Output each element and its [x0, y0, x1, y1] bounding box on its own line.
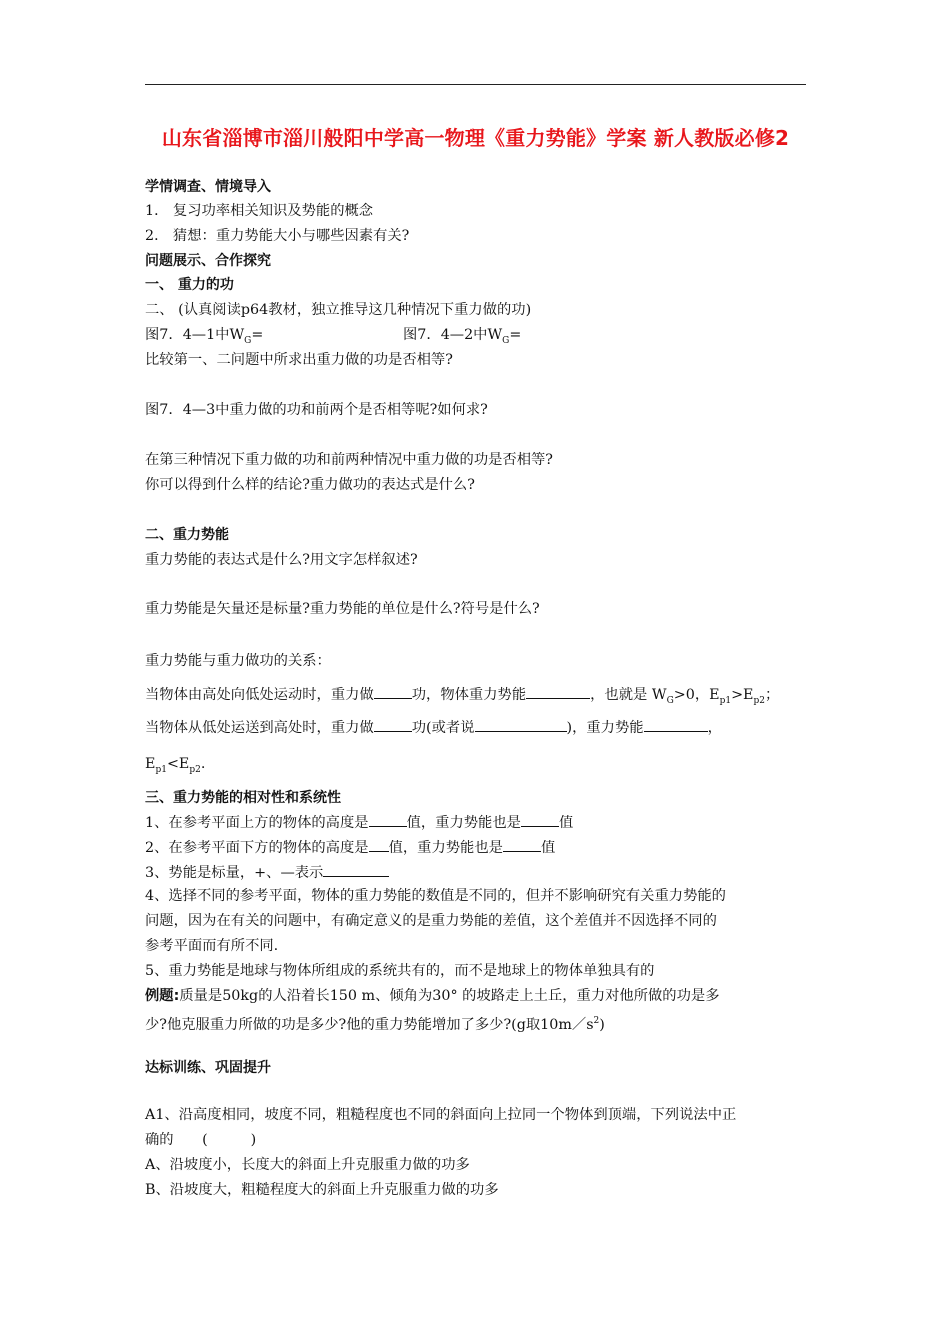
answer-blank[interactable]: [644, 717, 708, 732]
section-heading-relativity: 三、重力势能的相对性和系统性: [145, 790, 341, 806]
answer-blank[interactable]: [475, 717, 567, 732]
list-item: 2、在参考平面下方的物体的高度是 值，重力势能也是 值: [145, 837, 555, 858]
answer-blank[interactable]: [503, 837, 541, 852]
question-a1-line-1: A1、沿高度相同，坡度不同，粗糙程度也不同的斜面向上拉同一个物体到顶端，下列说法中正: [145, 1107, 737, 1123]
example-line-2: 少?他克服重力所做的功是多少?他的重力势能增加了多少?(g取$10m/s^2$): [145, 1016, 605, 1033]
figure-prompt-2: 图7．4—2中$W_G=$: [403, 327, 522, 346]
fill-line-upward: 当物体从低处运送到高处时，重力做 功(或者说 )，重力势能 ，: [145, 717, 722, 738]
answer-blank[interactable]: [521, 812, 559, 827]
answer-blank[interactable]: [526, 684, 590, 699]
question: 比较第一、二问题中所求出重力做的功是否相等?: [145, 352, 453, 368]
header-rule: [145, 84, 806, 85]
section-heading-explore: 问题展示、合作探究: [145, 253, 271, 269]
section-heading-practice: 达标训练、巩固提升: [145, 1060, 271, 1076]
list-item: 2． 猜想：重力势能大小与哪些因素有关?: [145, 228, 410, 244]
example-label: 例题:: [145, 988, 180, 1004]
list-item: 5、重力势能是地球与物体所组成的系统共有的，而不是地球上的物体单独具有的: [145, 963, 655, 979]
list-item: 3、势能是标量，+、—表示: [145, 862, 389, 883]
answer-blank[interactable]: [369, 812, 407, 827]
page-title: 山东省淄博市淄川般阳中学高一物理《重力势能》学案 新人教版必修2: [161, 126, 790, 150]
section-heading-potential-energy: 二、重力势能: [145, 527, 229, 543]
answer-blank[interactable]: [323, 862, 389, 877]
paragraph-line: 4、选择不同的参考平面，物体的重力势能的数值是不同的，但并不影响研究有关重力势能的: [145, 888, 726, 904]
example-line-1: 例题:质量是50kg的人沿着长150 m、倾角为30° 的坡路走上土丘，重力对他所做的功是多: [145, 988, 720, 1004]
option-b: B、沿坡度大，粗糙程度大的斜面上升克服重力做的功多: [145, 1182, 499, 1198]
list-item: 1、在参考平面上方的物体的高度是 值，重力势能也是 值: [145, 812, 573, 833]
fill-line-downward: 当物体由高处向低处运动时，重力做 功，物体重力势能 ，也就是 $W_G>0$，$E_{p1}>E_{p2}$；: [145, 684, 779, 711]
question: 在第三种情况下重力做的功和前两种情况中重力做的功是否相等?: [145, 452, 553, 468]
question: 重力势能的表达式是什么?用文字怎样叙述?: [145, 552, 418, 568]
paragraph-line: 参考平面而有所不同.: [145, 938, 279, 954]
option-a: A、沿坡度小，长度大的斜面上升克服重力做的功多: [145, 1157, 470, 1173]
question: 重力势能是矢量还是标量?重力势能的单位是什么?符号是什么?: [145, 601, 540, 617]
answer-blank[interactable]: [369, 837, 389, 852]
question-a1-line-2: 确的 ( ): [145, 1132, 257, 1148]
answer-blank[interactable]: [374, 684, 412, 699]
question: 图7．4—3中重力做的功和前两个是否相等呢?如何求?: [145, 402, 488, 418]
figure-prompt-1: 图7．4—1中$W_G=$: [145, 327, 264, 346]
paragraph-line: 问题，因为在有关的问题中，有确定意义的是重力势能的差值，这个差值并不因选择不同的: [145, 913, 717, 929]
subheading-gravity-work: 一、 重力的功: [145, 277, 234, 293]
relation-intro: 重力势能与重力做功的关系：: [145, 653, 331, 669]
answer-blank[interactable]: [374, 717, 412, 732]
fill-line-tail: $E_{p1}<E_{p2}$.: [145, 756, 206, 775]
section-heading-intro: 学情调查、情境导入: [145, 179, 271, 195]
list-item: 1． 复习功率相关知识及势能的概念: [145, 203, 374, 219]
question: 你可以得到什么样的结论?重力做功的表达式是什么?: [145, 477, 475, 493]
task-text: 二、 (认真阅读p64教材，独立推导这几种情况下重力做的功): [145, 302, 532, 318]
